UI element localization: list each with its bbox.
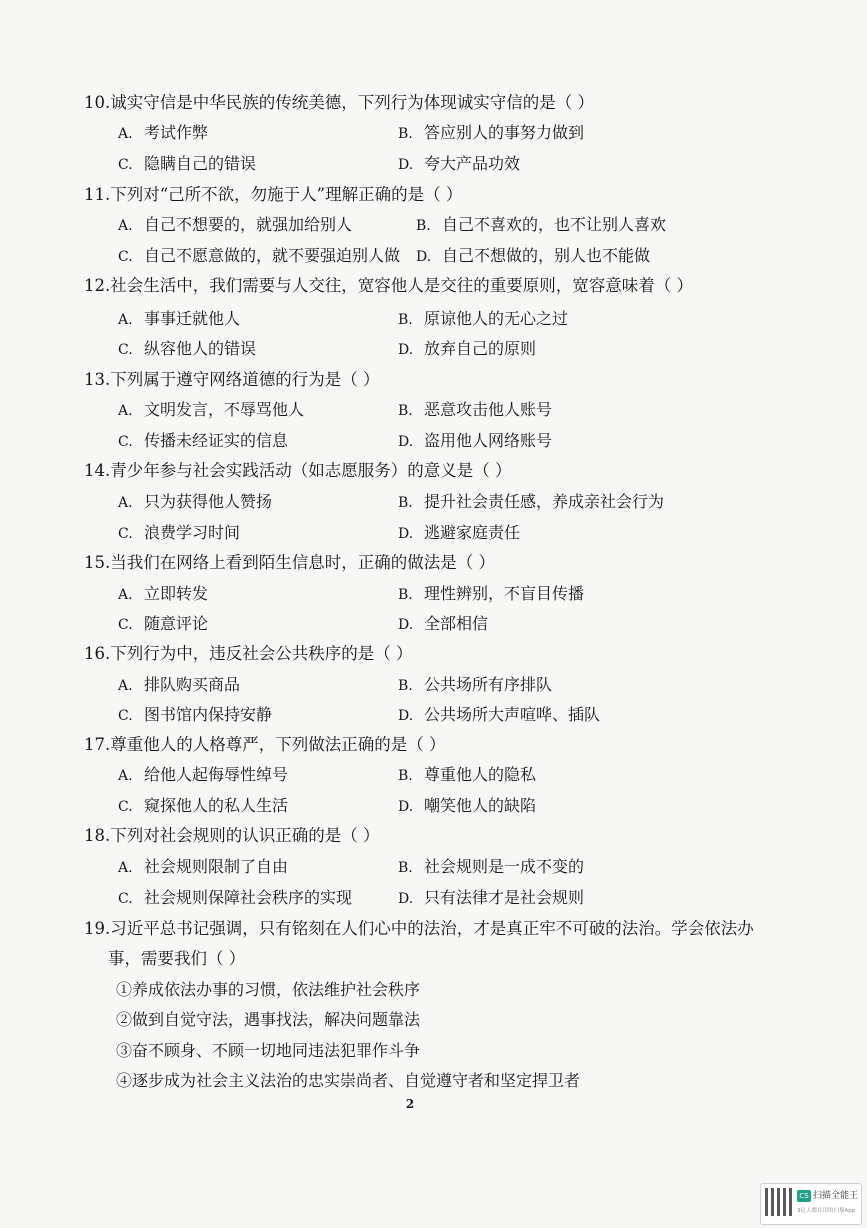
question-13-option-a: A. 文明发言，不辱骂他人	[118, 400, 305, 419]
question-18-option-d: D. 只有法律才是社会规则	[398, 888, 585, 907]
question-13-option-d: D. 盗用他人网络账号	[398, 431, 553, 450]
question-15-stem: 15.当我们在网络上看到陌生信息时，正确的做法是（ ）	[84, 553, 495, 572]
question-16-option-c: C. 图书馆内保持安静	[118, 705, 273, 724]
question-17-option-d: D. 嘲笑他人的缺陷	[398, 796, 537, 815]
question-16-option-a: A. 排队购买商品	[118, 675, 241, 694]
question-12-option-a: A. 事事迁就他人	[118, 309, 241, 328]
question-12-option-b: B. 原谅他人的无心之过	[398, 309, 569, 328]
question-14-option-a: A. 只为获得他人赞扬	[118, 492, 273, 511]
question-10-option-d: D. 夸大产品功效	[398, 154, 521, 173]
question-17-stem: 17.尊重他人的人格尊严，下列做法正确的是（ ）	[84, 735, 446, 754]
question-19-stem: 19.习近平总书记强调，只有铭刻在人们心中的法治，才是真正牢不可破的法治。学会依法办	[84, 919, 754, 938]
question-14-option-b: B. 提升社会责任感，养成亲社会行为	[398, 492, 665, 511]
question-19-stem-continued: 事，需要我们（ ）	[108, 949, 246, 968]
question-15-option-a: A. 立即转发	[118, 584, 209, 603]
question-13-option-c: C. 传播未经证实的信息	[118, 431, 289, 450]
question-10-option-a: A. 考试作弊	[118, 123, 209, 142]
question-11-option-d: D. 自己不想做的，别人也不能做	[416, 246, 651, 265]
question-18-option-c: C. 社会规则保障社会秩序的实现	[118, 888, 353, 907]
question-11-option-c: C. 自己不愿意做的，就不要强迫别人做	[118, 246, 401, 265]
camscanner-logo-icon: CS	[797, 1190, 811, 1202]
question-12-stem: 12.社会生活中，我们需要与人交往，宽容他人是交往的重要原则，宽容意味着（ ）	[84, 276, 693, 295]
page-number: 2	[405, 1097, 415, 1111]
scanner-watermark	[760, 1183, 862, 1225]
question-17-option-a: A. 给他人起侮辱性绰号	[118, 765, 289, 784]
question-15-option-c: C. 随意评论	[118, 614, 209, 633]
question-15-option-d: D. 全部相信	[398, 614, 489, 633]
question-11-option-b: B. 自己不喜欢的，也不让别人喜欢	[416, 215, 667, 234]
question-18-option-a: A. 社会规则限制了自由	[118, 857, 289, 876]
question-10-stem: 10.诚实守信是中华民族的传统美德，下列行为体现诚实守信的是（ ）	[84, 93, 594, 112]
question-16-stem: 16.下列行为中，违反社会公共秩序的是（ ）	[84, 644, 413, 663]
question-13-stem: 13.下列属于遵守网络道德的行为是（ ）	[84, 370, 380, 389]
question-14-option-c: C. 浪费学习时间	[118, 523, 241, 542]
question-15-option-b: B. 理性辨别，不盲目传播	[398, 584, 585, 603]
scanner-badge-label: 扫描全能王	[813, 1191, 859, 1201]
question-12-option-d: D. 放弃自己的原则	[398, 339, 537, 358]
question-16-option-d: D. 公共场所大声喧哗、插队	[398, 705, 601, 724]
question-14-stem: 14.青少年参与社会实践活动（如志愿服务）的意义是（ ）	[84, 461, 512, 480]
question-12-option-c: C. 纵容他人的错误	[118, 339, 257, 358]
question-17-option-c: C. 窥探他人的私人生活	[118, 796, 289, 815]
question-10-option-c: C. 隐瞒自己的错误	[118, 154, 257, 173]
question-11-option-a: A. 自己不想要的，就强加给别人	[118, 215, 353, 234]
question-18-stem: 18.下列对社会规则的认识正确的是（ ）	[84, 826, 380, 845]
question-19-item-2: ②做到自觉守法，遇事找法，解决问题靠法	[116, 1010, 421, 1029]
question-10-option-b: B. 答应别人的事努力做到	[398, 123, 585, 142]
question-17-option-b: B. 尊重他人的隐私	[398, 765, 537, 784]
question-13-option-b: B. 恶意攻击他人账号	[398, 400, 553, 419]
question-11-stem: 11.下列对“己所不欲，勿施于人”理解正确的是（ ）	[84, 185, 463, 204]
scanner-badge-subtitle: 3亿人都在用的扫描App	[797, 1208, 856, 1214]
question-19-item-3: ③奋不顾身、不顾一切地同违法犯罪作斗争	[116, 1041, 421, 1060]
question-14-option-d: D. 逃避家庭责任	[398, 523, 521, 542]
question-19-item-1: ①养成依法办事的习惯，依法维护社会秩序	[116, 980, 421, 999]
qr-code-icon	[765, 1188, 793, 1216]
question-18-option-b: B. 社会规则是一成不变的	[398, 857, 585, 876]
question-19-item-4: ④逐步成为社会主义法治的忠实崇尚者、自觉遵守者和坚定捍卫者	[116, 1071, 581, 1090]
question-16-option-b: B. 公共场所有序排队	[398, 675, 553, 694]
